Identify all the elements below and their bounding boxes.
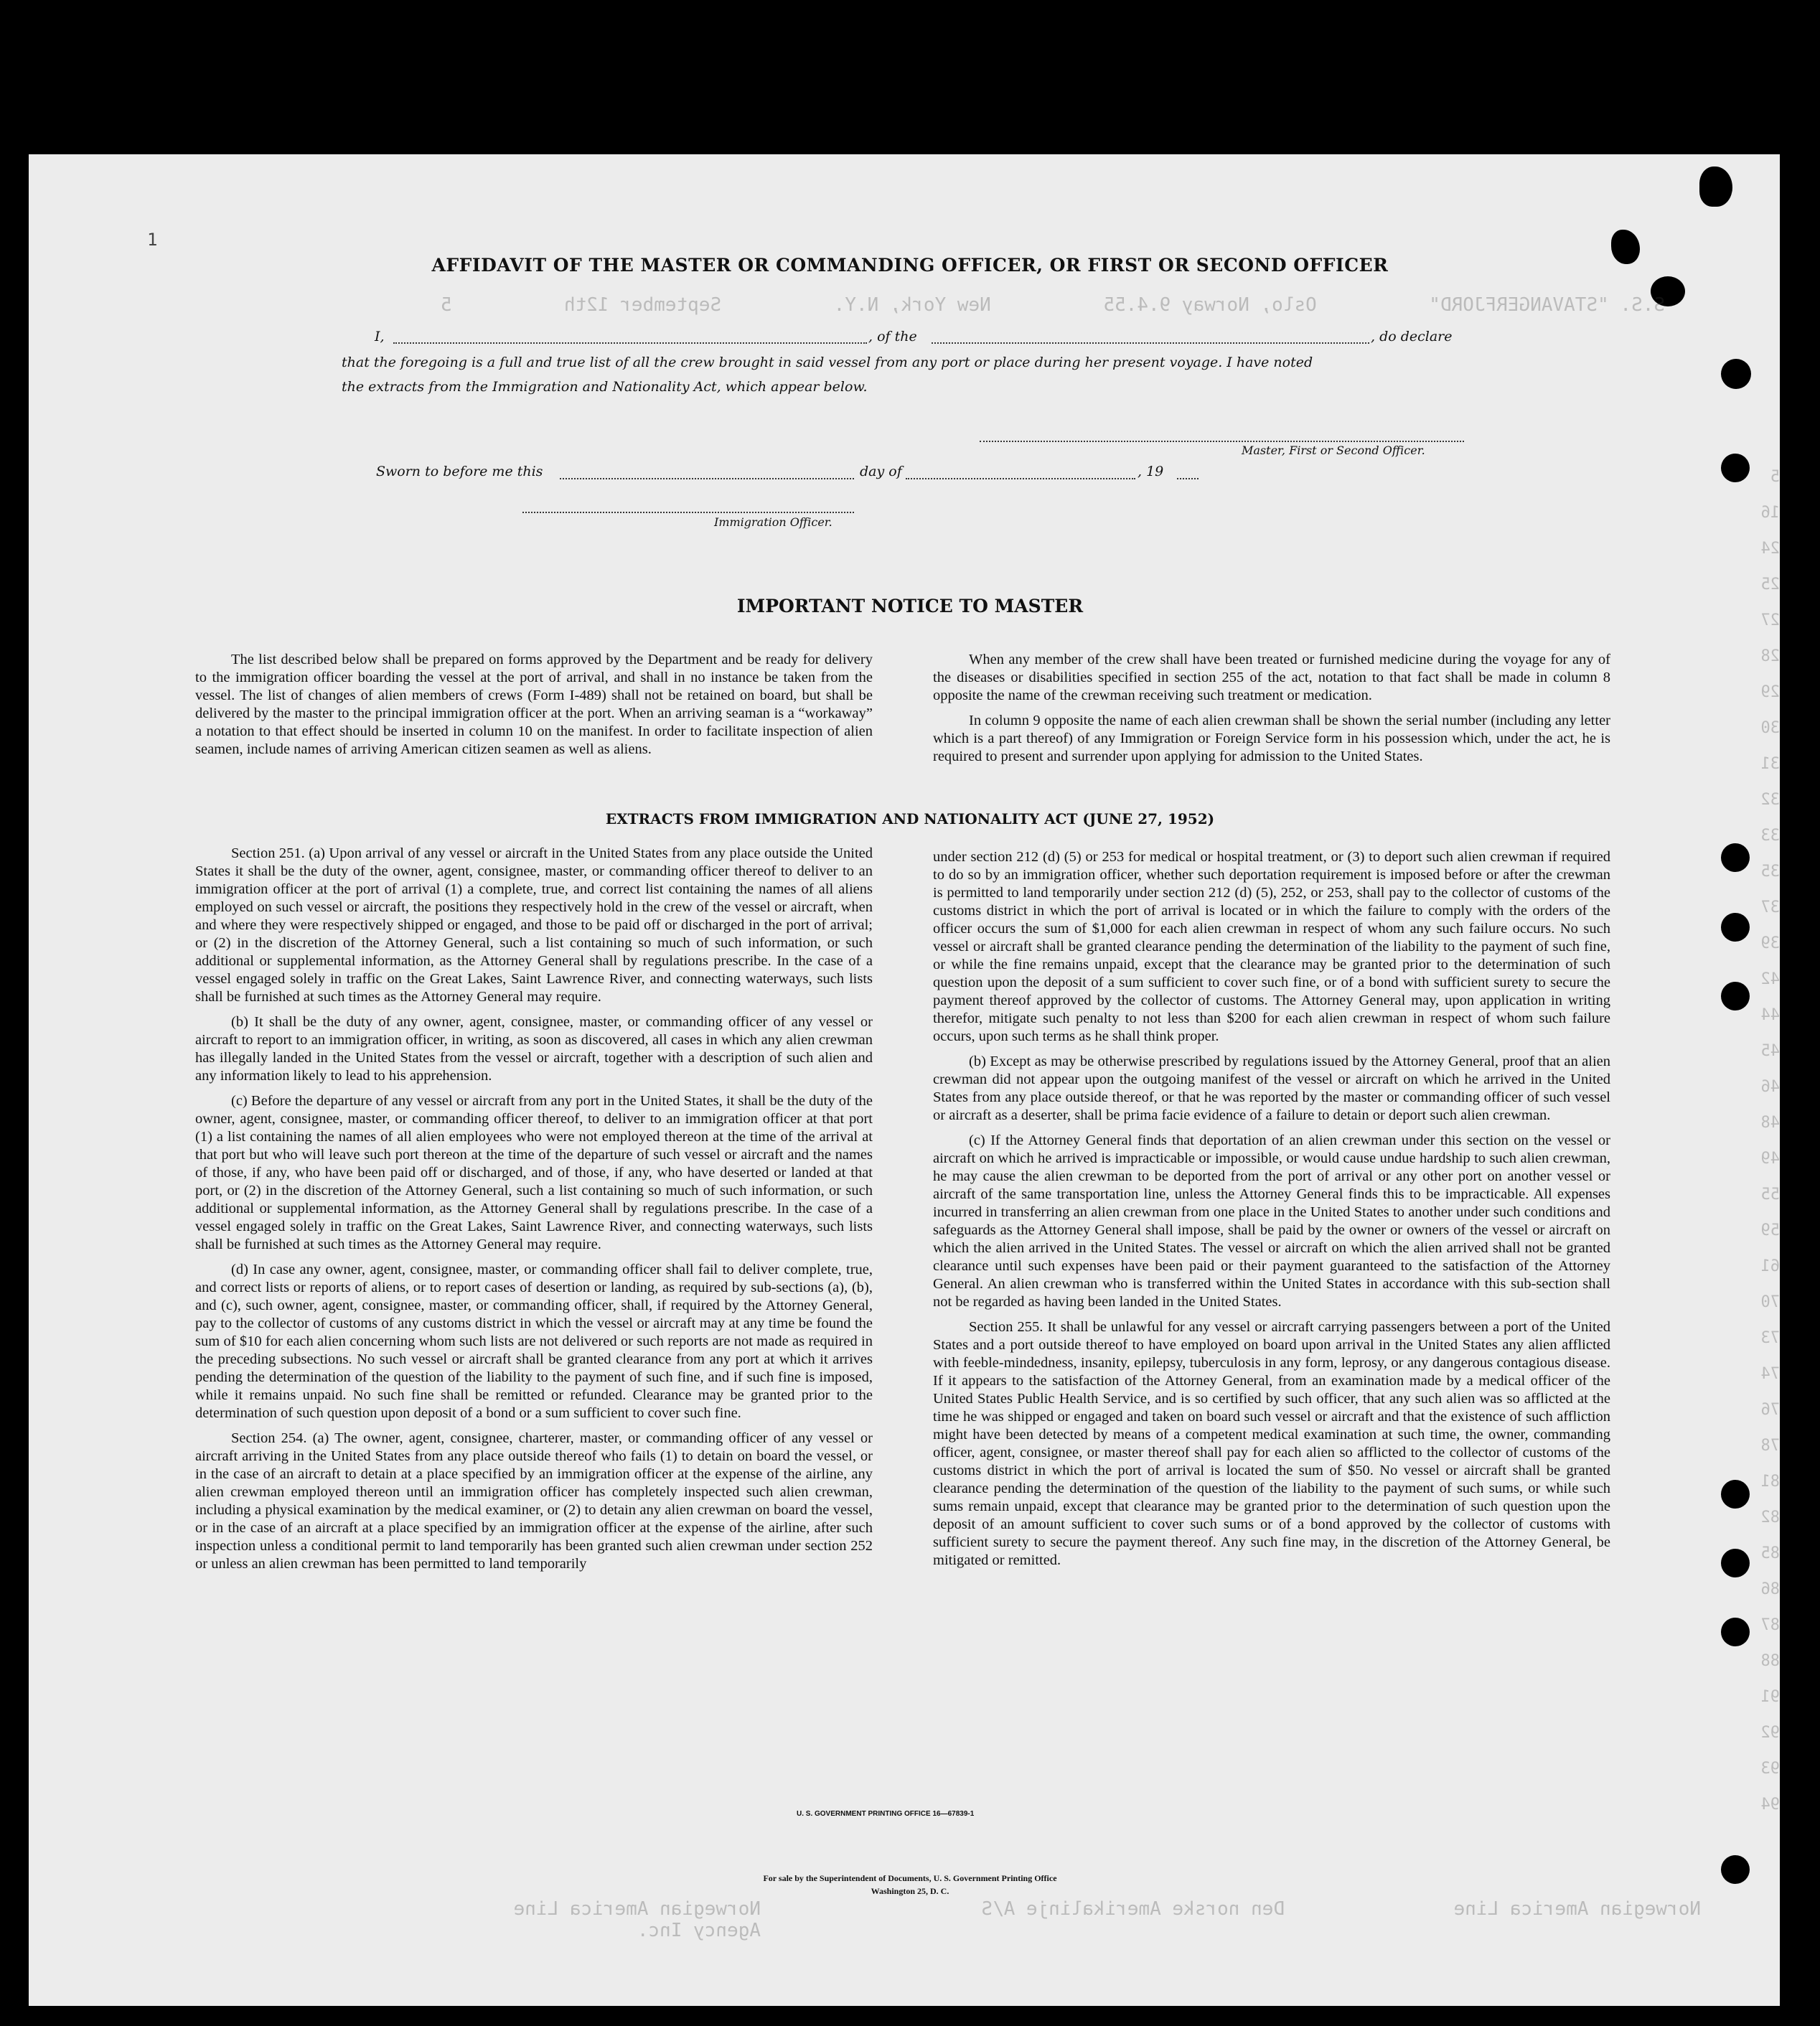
bleed-row-number: 82	[1760, 1509, 1780, 1526]
bleed-row-number: 33	[1760, 827, 1780, 845]
bleed-row-number: 94	[1760, 1796, 1780, 1814]
notice-right-column	[933, 651, 1610, 766]
bleed-through-footer-mid: Den norske Amerikalinje A/S	[981, 1898, 1285, 1920]
bleed-row-number: 85	[1760, 1544, 1780, 1562]
year-label: , 19	[1138, 464, 1164, 479]
sworn-year-field[interactable]	[1177, 478, 1199, 479]
extract-paragraph: (c) If the Attorney General finds that deportation of an alien crewman under this section on the vessel or aircraft on which he arrived is impracticable or impossible, or would cause undue hardship to such alien crewman, he may cause the alien crewman to be deported from the port of arrival or any other port on another vessel or aircraft of the same transportation line, unless the Attorney General finds this to be impracticable. All expenses incurred in transferring an alien crewman from one place in the United States to another under such conditions and safeguards as the Attorney General shall impose, shall be paid by the owner or owners of the vessel or aircraft on which the alien arrived in the United States. The vessel or aircraft on which the alien arrived shall not be granted clearance until such expenses have been paid or their payment guaranteed to the satisfaction of the Attorney General. An alien crewman who is transferred within the United States in accordance with this sub-section shall not be regarded as having been landed in the United States.	[933, 1132, 1610, 1310]
bleed-row-number: 5	[1770, 468, 1780, 486]
sworn-label: Sworn to before me this	[376, 464, 543, 479]
bleed-row-number: 28	[1760, 647, 1780, 665]
vessel-field[interactable]	[932, 342, 1369, 344]
bleed-row-number: 74	[1760, 1365, 1780, 1383]
extract-paragraph: under section 212 (d) (5) or 253 for medical or hospital treatment, or (3) to deport such alien crewman if required to do so by an immigration officer, whether such deportation requirement is imposed before or after the crewman is permitted to land temporarily under section 212 (d) (5), 252, or 253, shall pay to the collector of customs of the customs district in which the port of arrival is located or in which the failure to comply with the orders of the officer occurs the sum of $1,000 for each alien crewman in respect of whom any such failure occurs. No such vessel or aircraft shall be granted clearance pending the determination of the liability to the payment of such fine, or while the fine remains unpaid, except that the clearance may be granted prior to the determination of such question upon the deposit of a sum sufficient to cover such fine, or of a bond with sufficient surety to secure the payment thereof approved by the collector of customs. The Attorney General may, upon application in writing therefor, mitigate such penalty to not less than $200 for each alien crewman in respect of whom such failure occurs, upon such terms as he shall think proper.	[933, 849, 1610, 1044]
extract-paragraph: Section 254. (a) The owner, agent, consignee, charterer, master, or commanding officer of any vessel or aircraft arriving in the United States from any place outside thereof who fails (1) to detain on board the vessel, or in the case of an aircraft to detain at a place specified by an immigration officer at the expense of the airline, any alien crewman employed thereon until an immigration officer has completely inspected such alien crewman, including a physical examination by the medical examiner, or (2) to detain any alien crewman on board the vessel, or in the case of an aircraft at a place specified by an immigration officer at the expense of the airline, after such inspection unless a conditional permit to land temporarily has been granted such alien crewman under section 252 or unless an alien crewman has been permitted to land temporarily	[195, 1430, 873, 1572]
officer-signature-field[interactable]	[522, 512, 854, 513]
bleed-row-number: 49	[1760, 1150, 1780, 1168]
bleed-row-number: 44	[1760, 1006, 1780, 1024]
bleed-through-footer-left: Norwegian America Line Agency Inc.	[513, 1898, 761, 1941]
sale-line-1: For sale by the Superintendent of Documents, U. S. Government Printing Office	[763, 1873, 1057, 1883]
bleed-row-number: 93	[1760, 1760, 1780, 1778]
day-of-label: day of	[860, 464, 902, 479]
i-label: I,	[375, 329, 385, 344]
bleed-row-number: 25	[1760, 576, 1780, 594]
bleed-row-number: 61	[1760, 1257, 1780, 1275]
extract-paragraph: (d) In case any owner, agent, consignee, master, or commanding officer shall fail to deliver complete, true, and correct lists or reports of aliens, or to report cases of desertion or landing, as required by sub-sections (a), (b), and (c), such owner, agent, consignee, master, or commanding officer, shall, if required by the Attorney General, pay to the collector of customs of any customs district in which the vessel or aircraft may at any time be found the sum of $10 for each alien concerning whom such lists are not delivered or such reports are not made as required in the preceding subsections. No such vessel or aircraft shall be granted clearance from any port at which it arrives pending the determination of the question of the liability to the payment of such fine, and if such fine is imposed, while it remains unpaid. No such fine shall be remitted or refunded. Clearance may be granted prior to the determination of such question upon deposit of a bond or a sum sufficient to cover such fine.	[195, 1262, 873, 1421]
bleed-through-header: S.S. "STAVANGERFJORD" Oslo, Norway 9.4.55 New York, N.Y. September 12th 5	[440, 294, 1665, 316]
bleed-row-number: 48	[1760, 1114, 1780, 1132]
extract-paragraph: Section 251. (a) Upon arrival of any vessel or aircraft in the United States from any place outside the United States it shall be the duty of the owner, agent, consignee, master, or commanding officer thereof to deliver to an immigration officer at the port of arrival (1) a complete, true, and correct list containing the names of all aliens employed on such vessel or aircraft, the positions they respectively hold in the crew of the vessel or aircraft, when and where they were respectively shipped or engaged, and those to be paid off or discharged in the port of arrival; or (2) in the discretion of the Attorney General, such a list containing so much of such information, or such additional or supplemental information, as the Attorney General shall by regulations prescribe. In the case of a vessel engaged solely in traffic on the Great Lakes, Saint Lawrence River, and connecting waterways, such lists shall be furnished at such times as the Attorney General may require.	[195, 845, 873, 1005]
sale-line-2: Washington 25, D. C.	[871, 1886, 949, 1896]
name-field[interactable]	[393, 342, 867, 344]
declaration-line-1: that the foregoing is a full and true list of all the crew brought in said vessel from any port or place during her present voyage. I have noted	[342, 355, 1313, 370]
bleed-row-number: 42	[1760, 970, 1780, 988]
extract-paragraph: (b) Except as may be otherwise prescribed by regulations issued by the Attorney General, proof that an alien crewman did not appear upon the outgoing manifest of the vessel or aircraft on which he arrived in the United States from any place outside thereof, or that he was reported by the master or commanding officer of such vessel or aircraft as a deserter, shall be prima facie evidence of a failure to detain or deport such alien crewman.	[933, 1054, 1610, 1123]
master-caption: Master, First or Second Officer.	[1242, 444, 1425, 457]
page-number: 1	[147, 230, 158, 250]
bleed-row-number: 29	[1760, 683, 1780, 701]
bleed-row-number: 35	[1760, 863, 1780, 881]
bleed-row-number: 55	[1760, 1186, 1780, 1204]
bleed-row-number: 76	[1760, 1401, 1780, 1419]
punch-hole	[1699, 167, 1732, 207]
extract-paragraph: (c) Before the departure of any vessel or aircraft from any port in the United States, it shall be the duty of the owner, agent, consignee, master, or commanding officer thereof, to deliver to an immigration officer at that port (1) a list containing the names of all alien employees who were not employed thereon at the time of the arrival at that port but who will leave such port thereon at the time of the departure of such vessel or aircraft and the names of those, if any, who have been paid off or discharged, and of those, if any, who have deserted or landed at that port, or (2) in the discretion of the Attorney General, such a list containing so much of such information, or such additional or supplemental information, as the Attorney General shall by regulations prescribe. In the case of a vessel engaged solely in traffic on the Great Lakes, Saint Lawrence River, and connecting waterways, such lists shall be furnished at such times as the Attorney General may require.	[195, 1093, 873, 1252]
bleed-through-footer-right: Norwegian America Line	[1453, 1898, 1701, 1920]
bleed-row-number: 81	[1760, 1473, 1780, 1491]
bleed-row-number: 37	[1760, 899, 1780, 916]
notice-paragraph: In column 9 opposite the name of each alien crewman shall be shown the serial number (including any letter which is a part thereof) of any Immigration or Foreign Service form in his possession which, under the act, he is required to present and surrender upon applying for admission to the United States.	[933, 713, 1610, 764]
notice-title: IMPORTANT NOTICE TO MASTER	[736, 596, 1084, 616]
notice-paragraph: The list described below shall be prepared on forms approved by the Department and be ready for delivery to the immigration officer boarding the vessel at the port of arrival, and shall in no instance be taken from the vessel. The list of changes of alien members of crews (Form I-489) shall not be retained on board, but shall be delivered by the master to the principal immigration officer at the port. When an arriving seaman is a “workaway” a notation to that effect should be inserted in column 10 on the manifest. In order to facilitate inspection of alien seamen, include names of arriving American citizen seamen as well as aliens.	[195, 652, 873, 757]
bleed-row-number: 39	[1760, 934, 1780, 952]
extracts-left-column	[195, 845, 873, 1573]
notice-paragraph: When any member of the crew shall have been treated or furnished medicine during the voyage for any of the diseases or disabilities specified in section 255 of the act, notation to that fact shall be made in column 8 opposite the name of the crewman receiving such treatment or medication.	[933, 652, 1610, 703]
declaration-line-2: the extracts from the Immigration and Nationality Act, which appear below.	[342, 379, 868, 395]
bleed-row-number: 91	[1760, 1688, 1780, 1706]
printing-office-line: U. S. GOVERNMENT PRINTING OFFICE 16—67839-1	[797, 1810, 975, 1818]
bleed-through-row-numbers	[1737, 459, 1780, 1823]
bleed-row-number: 88	[1760, 1652, 1780, 1670]
punch-hole	[1721, 1855, 1750, 1884]
extracts-right-column	[933, 848, 1610, 1570]
bleed-row-number: 16	[1760, 504, 1780, 522]
affidavit-title: AFFIDAVIT OF THE MASTER OR COMMANDING OFFICER, OR FIRST OR SECOND OFFICER	[431, 255, 1389, 276]
notice-left-column	[195, 651, 873, 759]
punch-hole	[1721, 359, 1751, 389]
bleed-row-number: 73	[1760, 1329, 1780, 1347]
extracts-title: EXTRACTS FROM IMMIGRATION AND NATIONALITY ACT (JUNE 27, 1952)	[605, 810, 1215, 827]
bleed-row-number: 24	[1760, 540, 1780, 558]
bleed-row-number: 87	[1760, 1616, 1780, 1634]
bleed-row-number: 32	[1760, 791, 1780, 809]
officer-caption: Immigration Officer.	[714, 515, 832, 529]
bleed-row-number: 86	[1760, 1580, 1780, 1598]
bleed-row-number: 45	[1760, 1042, 1780, 1060]
bleed-row-number: 78	[1760, 1437, 1780, 1455]
bleed-row-number: 92	[1760, 1724, 1780, 1742]
bleed-row-number: 46	[1760, 1078, 1780, 1096]
extract-paragraph: Section 255. It shall be unlawful for any vessel or aircraft carrying passengers between a port of the United States and a port outside thereof to have employed on board upon arrival in the United States any alien afflicted with feeble-mindedness, insanity, epilepsy, tuberculosis in any form, leprosy, or any dangerous contagious disease. If it appears to the satisfaction of the Attorney General, from an examination made by a medical officer of the United States Public Health Service, and is so certified by such officer, that any such alien was so afflicted at the time he was shipped or engaged and taken on board such vessel or aircraft and that the existence of such affliction might have been detected by means of a competent medical examination at such time, the owner, commanding officer, agent, consignee, or master thereof shall pay for each alien so afflicted to the collector of customs of the customs district in which the port of arrival is located the sum of $50. No vessel or aircraft shall be granted clearance pending the determination of the question of the liability to the payment of such sums, or while such sums remain unpaid, except that clearance may be granted prior to the determination of such question upon the deposit of an amount sufficient to cover such sums or of a bond approved by the collector of customs with sufficient surety to secure the payment thereof. Any such fine may, in the discretion of the Attorney General, be mitigated or remitted.	[933, 1319, 1610, 1568]
bleed-row-number: 31	[1760, 755, 1780, 773]
bleed-row-number: 70	[1760, 1293, 1780, 1311]
bleed-row-number: 27	[1760, 611, 1780, 629]
master-signature-field[interactable]	[980, 441, 1464, 442]
extract-paragraph: (b) It shall be the duty of any owner, agent, consignee, master, or commanding officer of any vessel or aircraft to report to an immigration officer, in writing, as soon as discovered, all cases in which any alien crewman has illegally landed in the United States from the vessel or aircraft, together with a description of such alien and any information likely to lead to his apprehension.	[195, 1014, 873, 1084]
bleed-row-number: 30	[1760, 719, 1780, 737]
do-declare-label: , do declare	[1371, 329, 1453, 344]
sworn-day-field[interactable]	[560, 478, 854, 479]
sworn-month-field[interactable]	[906, 478, 1135, 479]
bleed-row-number: 59	[1760, 1221, 1780, 1239]
of-the-label: , of the	[868, 329, 917, 344]
